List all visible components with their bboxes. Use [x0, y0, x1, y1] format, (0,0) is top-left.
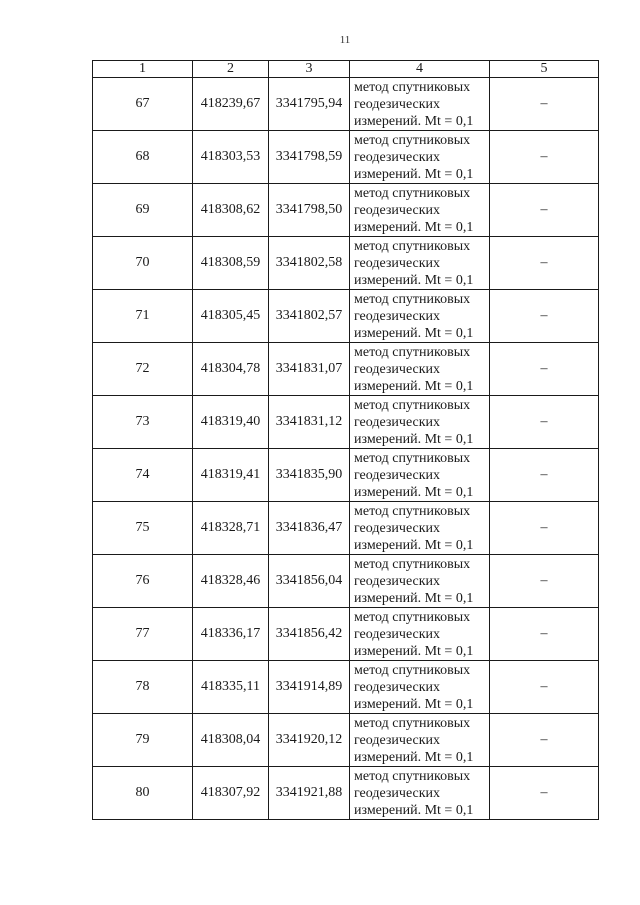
- y-coordinate-cell: 3341798,59: [269, 131, 350, 184]
- method-line: метод спутниковых: [354, 609, 471, 625]
- col5-cell: –: [490, 714, 599, 767]
- method-line: геодезических: [354, 467, 441, 483]
- method-cell: [350, 78, 490, 131]
- method-line: геодезических: [354, 96, 441, 112]
- method-line: измерений. Mt = 0,1: [354, 219, 474, 235]
- y-coordinate-cell: 3341802,57: [269, 290, 350, 343]
- col5-cell: –: [490, 237, 599, 290]
- method-line: геодезических: [354, 308, 441, 324]
- method-line: измерений. Mt = 0,1: [354, 378, 474, 394]
- x-coordinate-cell: 418319,41: [193, 449, 269, 502]
- table-row: [93, 78, 599, 131]
- point-number-cell: 68: [93, 131, 193, 184]
- header-col-4: 4: [350, 61, 490, 78]
- method-cell: [350, 237, 490, 290]
- method-cell: [350, 767, 490, 820]
- method-cell: [350, 714, 490, 767]
- col5-cell: –: [490, 555, 599, 608]
- table-row: [93, 767, 599, 820]
- col5-cell: –: [490, 290, 599, 343]
- point-number-cell: 72: [93, 343, 193, 396]
- method-cell: [350, 290, 490, 343]
- method-line: метод спутниковых: [354, 344, 471, 360]
- x-coordinate-cell: 418304,78: [193, 343, 269, 396]
- method-cell: [350, 343, 490, 396]
- table-row: [93, 608, 599, 661]
- method-cell: [350, 131, 490, 184]
- point-number-cell: 73: [93, 396, 193, 449]
- y-coordinate-cell: 3341921,88: [269, 767, 350, 820]
- method-line: измерений. Mt = 0,1: [354, 643, 474, 659]
- y-coordinate-cell: 3341856,04: [269, 555, 350, 608]
- method-cell: [350, 396, 490, 449]
- coordinates-table: [92, 60, 599, 820]
- x-coordinate-cell: 418336,17: [193, 608, 269, 661]
- header-col-5: 5: [490, 61, 599, 78]
- table-row: [93, 714, 599, 767]
- header-row: [93, 61, 599, 78]
- point-number-cell: 76: [93, 555, 193, 608]
- table-row: [93, 290, 599, 343]
- col5-cell: –: [490, 449, 599, 502]
- method-line: метод спутниковых: [354, 291, 471, 307]
- method-line: измерений. Mt = 0,1: [354, 272, 474, 288]
- x-coordinate-cell: 418328,46: [193, 555, 269, 608]
- method-line: геодезических: [354, 202, 441, 218]
- table-row: [93, 449, 599, 502]
- method-line: метод спутниковых: [354, 503, 471, 519]
- method-line: измерений. Mt = 0,1: [354, 431, 474, 447]
- y-coordinate-cell: 3341798,50: [269, 184, 350, 237]
- method-line: метод спутниковых: [354, 662, 471, 678]
- col5-cell: –: [490, 184, 599, 237]
- method-line: измерений. Mt = 0,1: [354, 113, 474, 129]
- col5-cell: –: [490, 343, 599, 396]
- x-coordinate-cell: 418303,53: [193, 131, 269, 184]
- method-line: измерений. Mt = 0,1: [354, 325, 474, 341]
- method-line: измерений. Mt = 0,1: [354, 484, 474, 500]
- point-number-cell: 78: [93, 661, 193, 714]
- table-row: [93, 237, 599, 290]
- y-coordinate-cell: 3341831,12: [269, 396, 350, 449]
- method-line: метод спутниковых: [354, 79, 471, 95]
- method-line: геодезических: [354, 361, 441, 377]
- method-line: геодезических: [354, 732, 441, 748]
- y-coordinate-cell: 3341836,47: [269, 502, 350, 555]
- point-number-cell: 67: [93, 78, 193, 131]
- method-line: измерений. Mt = 0,1: [354, 537, 474, 553]
- method-line: измерений. Mt = 0,1: [354, 166, 474, 182]
- method-line: измерений. Mt = 0,1: [354, 590, 474, 606]
- table-row: [93, 343, 599, 396]
- point-number-cell: 79: [93, 714, 193, 767]
- point-number-cell: 77: [93, 608, 193, 661]
- header-col-2: 2: [193, 61, 269, 78]
- method-line: геодезических: [354, 679, 441, 695]
- x-coordinate-cell: 418328,71: [193, 502, 269, 555]
- y-coordinate-cell: 3341856,42: [269, 608, 350, 661]
- method-line: измерений. Mt = 0,1: [354, 802, 474, 818]
- col5-cell: –: [490, 396, 599, 449]
- method-line: геодезических: [354, 626, 441, 642]
- header-col-1: 1: [93, 61, 193, 78]
- y-coordinate-cell: 3341920,12: [269, 714, 350, 767]
- point-number-cell: 71: [93, 290, 193, 343]
- method-line: геодезических: [354, 785, 441, 801]
- method-line: измерений. Mt = 0,1: [354, 696, 474, 712]
- col5-cell: –: [490, 661, 599, 714]
- col5-cell: –: [490, 131, 599, 184]
- method-line: метод спутниковых: [354, 556, 471, 572]
- table-row: [93, 661, 599, 714]
- point-number-cell: 69: [93, 184, 193, 237]
- table-row: [93, 184, 599, 237]
- col5-cell: –: [490, 608, 599, 661]
- col5-cell: –: [490, 502, 599, 555]
- x-coordinate-cell: 418307,92: [193, 767, 269, 820]
- x-coordinate-cell: 418319,40: [193, 396, 269, 449]
- x-coordinate-cell: 418335,11: [193, 661, 269, 714]
- y-coordinate-cell: 3341831,07: [269, 343, 350, 396]
- table-header: [93, 61, 599, 78]
- table-body: [93, 78, 599, 820]
- y-coordinate-cell: 3341795,94: [269, 78, 350, 131]
- method-cell: [350, 608, 490, 661]
- y-coordinate-cell: 3341914,89: [269, 661, 350, 714]
- method-line: геодезических: [354, 149, 441, 165]
- method-cell: [350, 502, 490, 555]
- table-row: [93, 396, 599, 449]
- method-cell: [350, 184, 490, 237]
- method-line: метод спутниковых: [354, 132, 471, 148]
- method-line: измерений. Mt = 0,1: [354, 749, 474, 765]
- method-cell: [350, 661, 490, 714]
- method-line: метод спутниковых: [354, 238, 471, 254]
- y-coordinate-cell: 3341835,90: [269, 449, 350, 502]
- method-line: геодезических: [354, 520, 441, 536]
- method-cell: [350, 449, 490, 502]
- method-line: метод спутниковых: [354, 185, 471, 201]
- table-row: [93, 131, 599, 184]
- col5-cell: –: [490, 78, 599, 131]
- x-coordinate-cell: 418308,04: [193, 714, 269, 767]
- method-line: геодезических: [354, 573, 441, 589]
- method-line: метод спутниковых: [354, 715, 471, 731]
- page-number: 11: [339, 34, 351, 46]
- method-line: геодезических: [354, 414, 441, 430]
- x-coordinate-cell: 418308,59: [193, 237, 269, 290]
- method-cell: [350, 555, 490, 608]
- y-coordinate-cell: 3341802,58: [269, 237, 350, 290]
- x-coordinate-cell: 418305,45: [193, 290, 269, 343]
- point-number-cell: 70: [93, 237, 193, 290]
- method-line: метод спутниковых: [354, 397, 471, 413]
- table-row: [93, 555, 599, 608]
- point-number-cell: 74: [93, 449, 193, 502]
- method-line: геодезических: [354, 255, 441, 271]
- col5-cell: –: [490, 767, 599, 820]
- method-line: метод спутниковых: [354, 450, 471, 466]
- table-row: [93, 502, 599, 555]
- point-number-cell: 80: [93, 767, 193, 820]
- point-number-cell: 75: [93, 502, 193, 555]
- x-coordinate-cell: 418308,62: [193, 184, 269, 237]
- x-coordinate-cell: 418239,67: [193, 78, 269, 131]
- method-line: метод спутниковых: [354, 768, 471, 784]
- header-col-3: 3: [269, 61, 350, 78]
